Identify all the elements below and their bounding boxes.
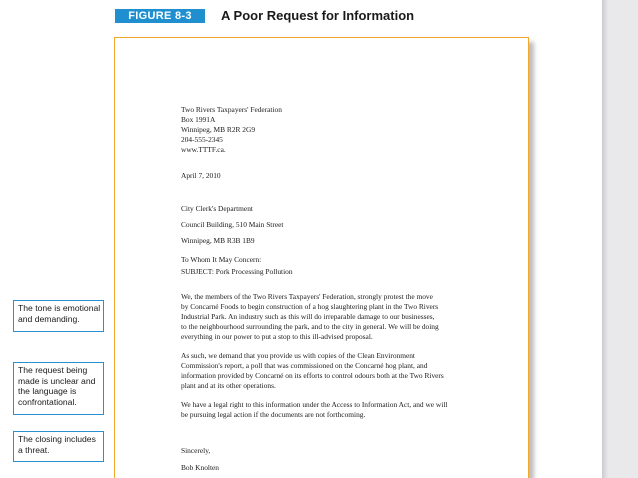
- annotation-closing: [13, 431, 104, 462]
- paragraph-line: As such, we demand that you provide us with copies of the Clean Environment: [181, 351, 415, 360]
- annotation-line: The closing includes: [18, 434, 96, 444]
- paragraph-line: We, the members of the Two Rivers Taxpayers' Federation, strongly protest the move: [181, 292, 433, 301]
- annotation-line: made is unclear and: [18, 375, 96, 386]
- figure-title: A Poor Request for Information: [221, 8, 415, 23]
- paragraph-line: be pursuing legal action if the documents are not forthcoming.: [181, 410, 366, 419]
- annotation-line: and demanding.: [18, 313, 80, 324]
- annotation-line: the language is: [18, 386, 77, 396]
- paragraph-1: [181, 292, 439, 342]
- sender-line: www.TTTF.ca.: [181, 145, 226, 154]
- paragraph-3: [181, 400, 447, 420]
- letter-date: April 7, 2010: [181, 171, 221, 180]
- sender-address: [181, 105, 282, 155]
- annotation-line: a threat.: [18, 444, 50, 455]
- paragraph-line: to the neighbourhood surrounding the park, and to the city in general. We will be doing: [181, 322, 439, 331]
- subject-line: SUBJECT: Pork Processing Pollution: [181, 267, 293, 276]
- sender-line: Winnipeg, MB R2R 2G9: [181, 125, 256, 134]
- figure-label: FIGURE 8-3: [115, 9, 205, 23]
- annotation-line: The tone is emotional: [18, 303, 101, 313]
- paragraph-line: plant and at its other operations.: [181, 381, 276, 390]
- paragraph-line: by Concarné Foods to begin construction of a hog slaughtering plant in the Two Rivers: [181, 302, 439, 311]
- signature: Bob Knolten: [181, 463, 219, 472]
- paragraph-line: Commission's report, a poll that was commissioned on the Concarné hog plant, and: [181, 361, 428, 370]
- recipient-line: Winnipeg, MB R3B 1B9: [181, 236, 255, 245]
- viewer-gutter: [602, 0, 638, 478]
- sender-line: Two Rivers Taxpayers' Federation: [181, 105, 282, 114]
- paragraph-2: [181, 351, 444, 391]
- paragraph-line: Industrial Park. An industry such as this will do irreparable damage to our businesses,: [181, 312, 435, 321]
- recipient-line: Council Building, 510 Main Street: [181, 220, 284, 229]
- paragraph-line: everything in our power to put a stop to this ill-advised proposal.: [181, 332, 373, 341]
- recipient-line: City Clerk's Department: [181, 204, 253, 213]
- closing: Sincerely,: [181, 446, 211, 455]
- annotation-request: [13, 362, 104, 415]
- paragraph-line: We have a legal right to this information under the Access to Information Act, and we will: [181, 400, 448, 409]
- sender-line: Box 1991A: [181, 115, 216, 124]
- annotation-line: The request being: [18, 365, 88, 375]
- page-edge-shadow: [602, 0, 608, 478]
- annotation-tone: [13, 300, 104, 332]
- sender-line: 204-555-2345: [181, 135, 223, 144]
- paragraph-line: information provided by Concarné on its efforts to control odours both at the Two Rivers: [181, 371, 444, 380]
- annotation-line: confrontational.: [18, 396, 77, 407]
- salutation: To Whom It May Concern:: [181, 255, 262, 264]
